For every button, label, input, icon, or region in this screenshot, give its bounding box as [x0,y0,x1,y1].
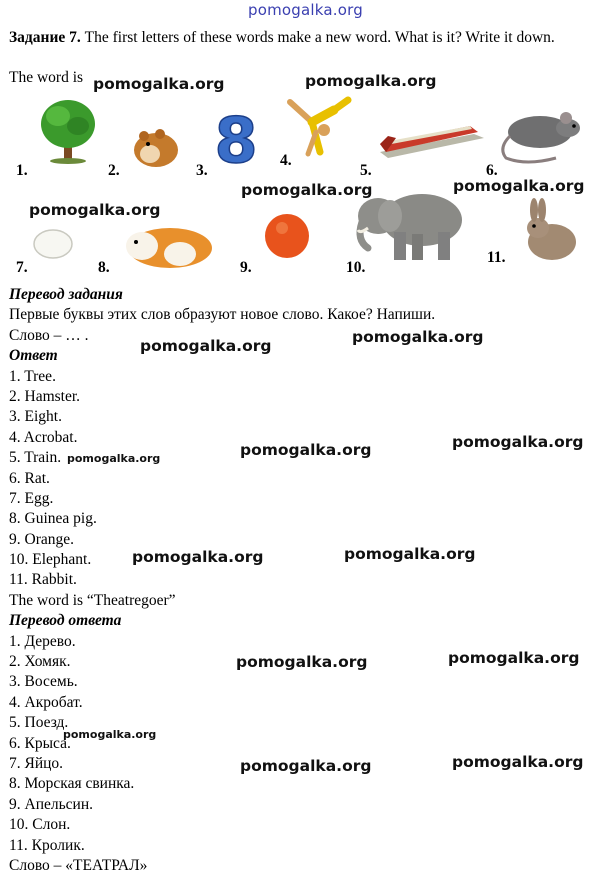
answer-item: 5. Train. [9,449,62,467]
answer-item: 6. Rat. [9,469,50,487]
answer-item: 10. Elephant. [9,551,92,569]
picture-number-2: 2. [108,162,120,179]
answer-item: 11. Rabbit. [9,571,77,589]
answer-item: 9. Orange. [9,530,74,548]
answer-translation-heading: Перевод ответа [9,612,122,630]
watermark: pomogalka.org [453,177,585,195]
rat-icon [496,108,586,173]
answer-item: 3. Eight. [9,408,62,426]
answer-translation-item: 5. Поезд. [9,714,69,732]
answer-translation-item: 11. Кролик. [9,836,85,854]
train-icon [374,114,488,165]
task-instruction: The first letters of these words make a new word. What is it? Write it down. [80,29,555,46]
rabbit-icon [520,198,580,267]
watermark: pomogalka.org [344,545,476,563]
task-label: Задание 7. [9,29,81,46]
picture-number-8: 8. [98,259,110,276]
answer-translation-item: 10. Слон. [9,816,71,834]
answer-heading: Ответ [9,347,58,365]
answer-item: 1. Tree. [9,367,56,385]
task-text [9,28,601,47]
orange-icon [262,212,312,265]
watermark: pomogalka.org [452,753,584,771]
picture-number-7: 7. [16,259,28,276]
watermark: pomogalka.org [93,75,225,93]
watermark: pomogalka.org [352,328,484,346]
answer-translation-item: 9. Апельсин. [9,795,94,813]
answer-translation-item: 1. Дерево. [9,632,76,650]
final-word: Слово – «ТЕАТРАЛ» [9,856,148,874]
picture-number-4: 4. [280,152,292,169]
word-is-label: The word is [9,69,84,86]
picture-number-10: 10. [346,259,366,276]
answer-translation-item: 3. Восемь. [9,673,78,691]
guinea-pig-icon [120,220,214,275]
answer-translation-item: 2. Хомяк. [9,653,71,671]
answer-translation-item: 4. Акробат. [9,693,83,711]
answer-item: 8. Guinea pig. [9,510,97,528]
watermark: pomogalka.org [305,72,437,90]
answer-word: The word is “Theatregoer” [9,591,176,609]
picture-number-6: 6. [486,162,498,179]
watermark: pomogalka.org [140,337,272,355]
picture-number-11: 11. [487,249,506,266]
egg-icon [32,228,74,265]
svg-text:8: 8 [215,106,257,168]
answer-item: 7. Egg. [9,489,54,507]
picture-number-1: 1. [16,162,28,179]
elephant-icon [350,188,468,271]
translation-text: Первые буквы этих слов образуют новое слово. Какое? Напиши. [9,306,436,324]
answer-translation-item: 7. Яйцо. [9,754,64,772]
tree-icon [38,96,98,169]
watermark: pomogalka.org [240,757,372,775]
acrobat-icon [286,96,356,163]
number-eight-icon [215,106,257,173]
watermark: pomogalka.org [67,452,161,465]
watermark: pomogalka.org [132,548,264,566]
answer-item: 2. Hamster. [9,387,81,405]
watermark: pomogalka.org [63,728,157,741]
site-header[interactable]: pomogalka.org [248,1,363,19]
picture-number-5: 5. [360,162,372,179]
watermark: pomogalka.org [240,441,372,459]
answer-translation-item: 8. Морская свинка. [9,775,135,793]
picture-number-3: 3. [196,162,208,179]
hamster-icon [130,124,182,173]
watermark: pomogalka.org [448,649,580,667]
picture-number-9: 9. [240,259,252,276]
watermark: pomogalka.org [452,433,584,451]
translation-word: Слово – … . [9,326,89,344]
watermark: pomogalka.org [236,653,368,671]
answer-item: 4. Acrobat. [9,428,78,446]
watermark: pomogalka.org [241,181,373,199]
answer-section [9,285,599,876]
translation-heading: Перевод задания [9,286,123,303]
answer-translation-item: 6. Крыса. [9,734,71,752]
watermark: pomogalka.org [29,201,161,219]
